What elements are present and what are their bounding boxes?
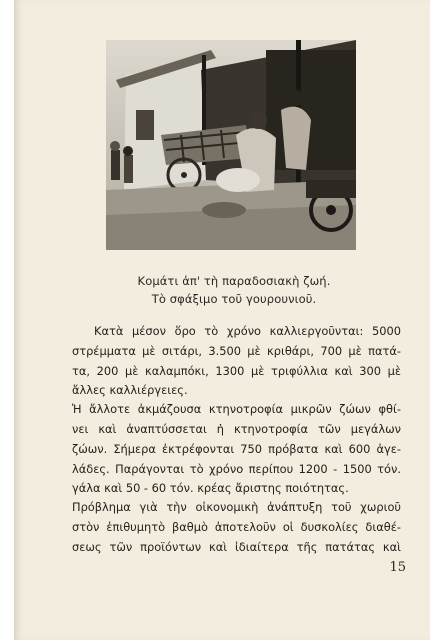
body-text-line: Κατὰ μέσον ὅρο τὸ χρόνο καλλιεργοῦνται: 5000	[94, 324, 401, 338]
body-text-line: σεως τῶν προϊόντων καὶ ἰδιαίτερα τῆς πατάτας καὶ	[72, 540, 401, 554]
body-text-line: τα, 200 μὲ καλαμπόκι, 1300 μὲ τριφύλλια καὶ 300 μὲ	[72, 364, 401, 378]
body-text-line: στρέμματα μὲ σιτάρι, 3.500 μὲ κριθάρι, 700 μὲ πατά-	[72, 344, 401, 358]
book-page	[14, 0, 430, 640]
photo-caption-line-1: Κομάτι ἀπ' τὴ παραδοσιακὴ ζωή.	[137, 274, 331, 288]
body-text-line: νει καὶ ἀναπτύσσεται ἡ κτηνοτροφία τῶν μεγάλων	[72, 422, 401, 436]
page-number: 15	[389, 560, 406, 575]
body-text-line: Πρόβλημα γιὰ τὴν οἰκονομικὴ ἀνάπτυξη τοῦ χωριοῦ	[72, 500, 401, 514]
body-text-line: ἄλλες καλλιέργειες.	[72, 383, 188, 397]
body-text-line: Ἡ ἄλλοτε ἀκμάζουσα κτηνοτροφία μικρῶν ζώων φθί-	[72, 402, 401, 416]
body-text-line: στὸν ἐπιθυμητὸ βαθμὸ ἀποτελοῦν οἱ δυσκολίες διαθέ-	[72, 520, 401, 534]
photo-image	[106, 40, 356, 250]
photo-traditional-life	[106, 40, 356, 250]
photo-caption-line-2: Τὸ σφάξιμο τοῦ γουρουνιοῦ.	[151, 292, 317, 306]
body-text-line: γάλα καὶ 50 - 60 τόν. κρέας ἄριστης ποιότητας.	[72, 481, 349, 495]
body-text-line: ζώων. Σήμερα ἐκτρέφονται 750 πρόβατα καὶ 600 ἀγε-	[72, 442, 401, 456]
body-text-line: λάδες. Παράγονται τὸ χρόνο περίπου 1200 - 1500 τόν.	[72, 462, 401, 476]
